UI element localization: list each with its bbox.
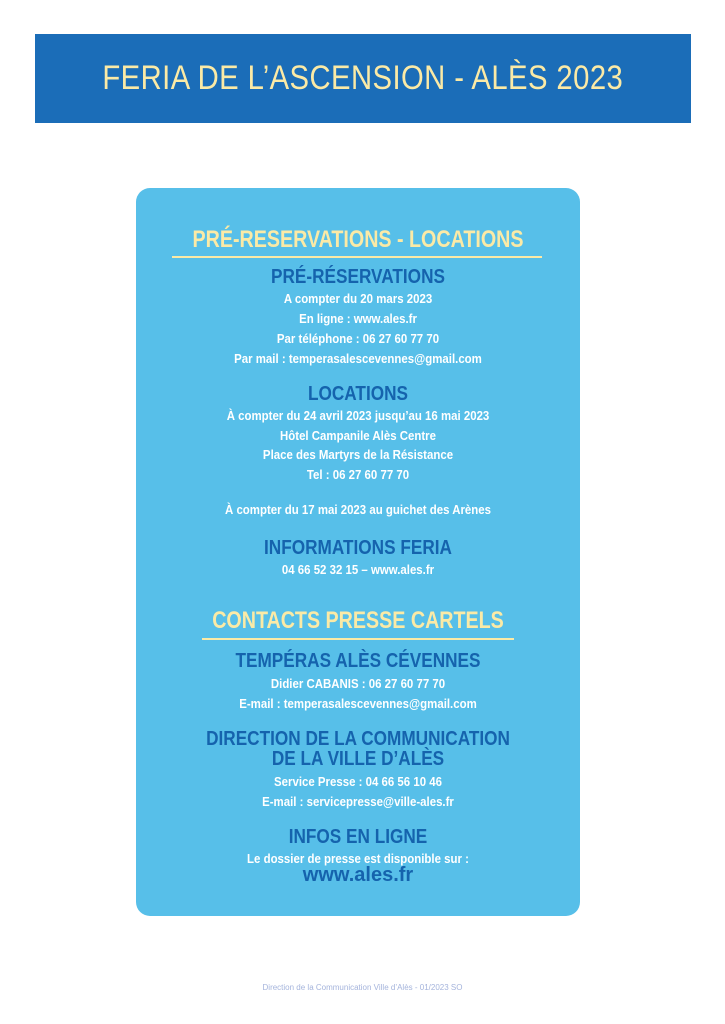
prereservation-line: A compter du 20 mars 2023 <box>283 291 433 306</box>
prereservation-line: Par téléphone : 06 27 60 77 70 <box>276 331 440 346</box>
heading-temperas: TEMPÉRAS ALÈS CÉVENNES <box>235 650 481 672</box>
section-divider <box>172 256 542 258</box>
locations-line: À compter du 24 avril 2023 jusqu’au 16 mai 2023 <box>226 408 490 423</box>
infos-line: Le dossier de presse est disponible sur : <box>247 851 469 866</box>
prereservation-line: Par mail : temperasalescevennes@gmail.com <box>234 351 482 366</box>
locations-extra-line: À compter du 17 mai 2023 au guichet des Arènes <box>225 502 491 517</box>
prereservation-line: En ligne : www.ales.fr <box>299 311 417 326</box>
temperas-line: E-mail : temperasalescevennes@gmail.com <box>239 696 477 711</box>
title-banner <box>35 34 691 123</box>
section-title-reservations: PRÉ-RESERVATIONS - LOCATIONS <box>192 226 524 253</box>
locations-line: Tel : 06 27 60 77 70 <box>306 467 410 482</box>
info-card <box>136 188 580 916</box>
section-title-contacts: CONTACTS PRESSE CARTELS <box>212 607 504 634</box>
direction-line: E-mail : servicepresse@ville-ales.fr <box>262 794 454 809</box>
heading-direction-line1: DIRECTION DE LA COMMUNICATION <box>206 728 510 750</box>
heading-direction-line2: DE LA VILLE D’ALÈS <box>271 748 445 770</box>
locations-line: Place des Martyrs de la Résistance <box>262 447 454 462</box>
heading-informations: INFORMATIONS FERIA <box>264 537 452 559</box>
direction-line: Service Presse : 04 66 56 10 46 <box>274 774 442 789</box>
informations-line: 04 66 52 32 15 – www.ales.fr <box>281 562 435 577</box>
website-link[interactable]: www.ales.fr <box>302 864 414 886</box>
section-divider <box>202 638 514 640</box>
heading-infos: INFOS EN LIGNE <box>288 826 428 848</box>
page-title: FERIA DE L’ASCENSION - ALÈS 2023 <box>102 59 624 97</box>
heading-prereservations: PRÉ-RÉSERVATIONS <box>271 266 445 288</box>
temperas-line: Didier CABANIS : 06 27 60 77 70 <box>270 676 446 691</box>
locations-line: Hôtel Campanile Alès Centre <box>280 428 436 443</box>
footer-credit: Direction de la Communication Ville d’Alès - 01/2023 SO <box>262 983 463 992</box>
heading-locations: LOCATIONS <box>307 383 409 405</box>
